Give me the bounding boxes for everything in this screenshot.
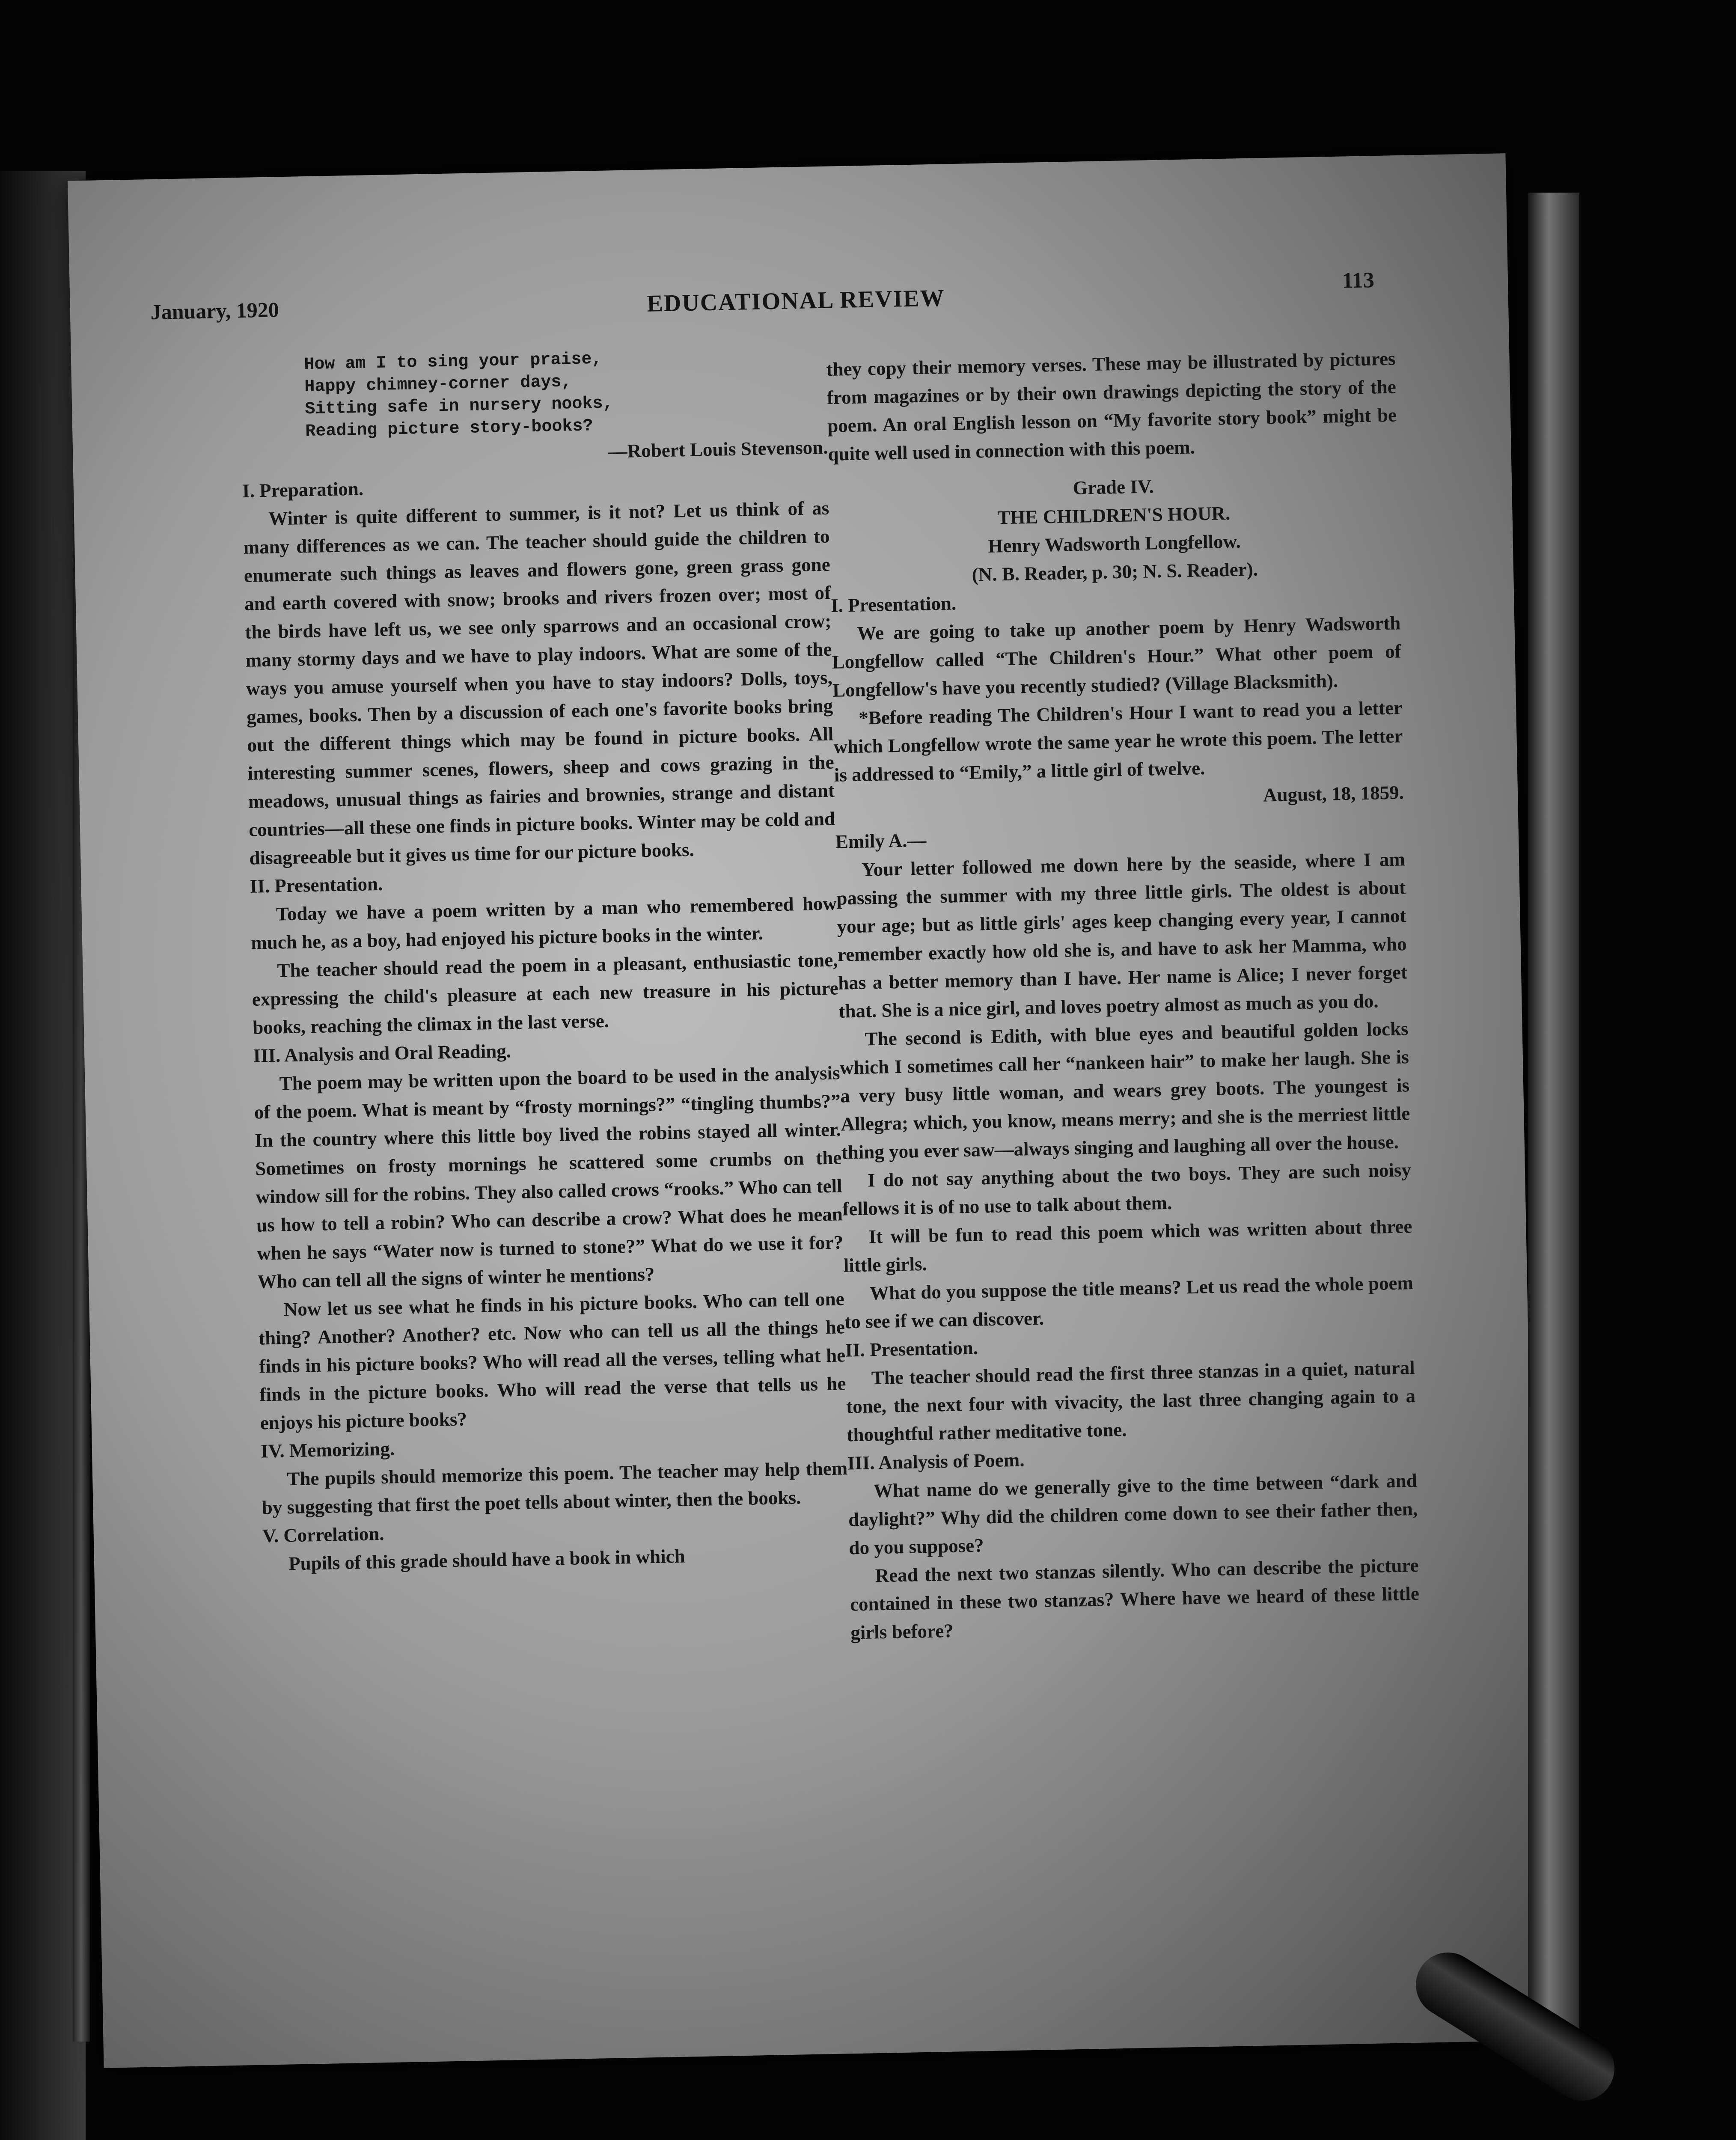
section-heading-preparation: I. Preparation. [242, 478, 364, 502]
grade-heading: Grade IV. [1072, 476, 1154, 499]
section-heading-presentation: II. Presentation. [250, 873, 383, 897]
paragraph-continuation: they copy their memory verses. These may be illustrated by pictures from magazines or by their own drawings depicting the story of the poem. An oral English lesson on “My favorite story book” might be quite well used in connection with this poem. [826, 348, 1397, 465]
paragraph: The pupils should memorize this poem. The teacher may help them by suggesting that first the poet tells about winter, then the books. [262, 1457, 848, 1519]
section-heading-correlation: V. Correlation. [262, 1523, 384, 1547]
journal-title: EDUCATIONAL REVIEW [646, 285, 945, 317]
left-column [240, 344, 850, 1578]
letter-paragraph: The second is Edith, with blue eyes and beautiful golden locks which I sometimes call her “nankeen hair” to make her laugh. She is a very busy little woman, and wears grey boots. The youngest is Allegra; which, you know, means merry; and she is the merriest little thing you ever saw—always singing and laughing all over the house. [839, 1018, 1410, 1163]
letter-paragraph: I do not say anything about the two boys. They are such noisy fellows it is of no use to talk about them. [842, 1159, 1412, 1220]
poem-line: How am I to sing your praise, [304, 349, 602, 375]
poem-line: Sitting safe in nursery nooks, [305, 394, 613, 419]
right-page-edge [1528, 193, 1579, 2054]
letter-salutation: Emily A.— [835, 829, 927, 853]
paragraph: The teacher should read the poem in a pleasant, enthusiastic tone, expressing the child's pleasure at each new treasure in his picture books, reaching the climax in the last verse. [252, 949, 839, 1038]
paragraph: Winter is quite different to summer, is it not? Let us think of as many differences as we can. The teacher should guide the children to enumerate such things as leaves and flowers gone, green grass gone and earth covered with snow; brooks and rivers frozen over; most of the birds have left us, we see only sparrows and an occasional crow; many stormy days and we have to play indoors. What are some of the ways you amuse yourself when you have to stay indoors? Dolls, toys, games, books. Then by a discussion of each one's favorite books bring out the different things which may be found in picture books. All interesting summer scenes, flowers, sheep and cows grazing in the meadows, unusual things as fairies and brownies, strange and distant countries—all these one finds in picture books. Winter may be cold and disagreeable but it gives us time for our picture books. [243, 497, 835, 869]
paragraph: Now let us see what he finds in his picture books. Who can tell one thing? Another? Another? etc. Now who can tell us all the things he finds in his picture books? Who will read all the verses, telling what he finds in the picture books. Who will read the verse that tells us he enjoys his picture books? [258, 1288, 846, 1434]
letter-paragraph: Your letter followed me down here by the seaside, where I am passing the summer with my three little girls. The oldest is about your age; but as little girls' ages keep changing every year, I cannot remember exactly how old she is, and have to ask her Mamma, who has a better memory than I have. Her name is Alice; I never forget that. She is a nice girl, and loves poetry almost as much as you do. [836, 848, 1408, 1022]
paragraph: What name do we generally give to the time between “dark and daylight?” Why did the children come down to see their father then, do you suppose? [848, 1469, 1418, 1559]
paragraph: Read the next two stanzas silently. Who can describe the picture contained in these two stanzas? Where have we heard of these little girls before? [850, 1554, 1420, 1644]
poem-title: THE CHILDREN'S HOUR. [997, 502, 1231, 529]
poem-excerpt [240, 344, 828, 444]
paragraph: Today we have a poem written by a man who remembered how much he, as a boy, had enjoyed his picture books in the winter. [250, 892, 837, 954]
section-heading-presentation-2: II. Presentation. [845, 1337, 978, 1361]
page-number: 113 [1342, 268, 1375, 293]
paragraph: Pupils of this grade should have a book in which [288, 1545, 686, 1575]
reader-reference: (N. B. Reader, p. 30; N. S. Reader). [972, 558, 1258, 586]
paragraph: The teacher should read the first three stanzas in a quiet, natural tone, the next four with vivacity, the last three changing again to a thoughtful rather meditative tone. [846, 1357, 1416, 1446]
letter-date: August, 18, 1859. [1263, 782, 1404, 806]
paragraph: What do you suppose the title means? Let us read the whole poem to see if we can discover. [844, 1272, 1414, 1333]
paragraph: The poem may be written upon the board to be used in the analysis of the poem. What is meant by “frosty mornings?” “tingling thumbs?” In the country where this little boy lived the robins stayed all winter. Sometimes on frosty mornings he scattered some crumbs on the window sill for the robins. They also called crows “rooks.” Who can tell us how to tell a robin? Who can describe a crow? What does he mean when he says “Water now is turned to stone?” What do we use it for? Who can tell all the signs of winter he mentions? [254, 1062, 844, 1293]
issue-date: January, 1920 [150, 297, 279, 324]
paragraph: We are going to take up another poem by Henry Wadsworth Longfellow called “The Children's Hour.” What other poem of Longfellow's have you recently studied? (Village Blacksmith). [832, 612, 1401, 701]
paragraph: It will be fun to read this poem which was written about three little girls. [843, 1216, 1412, 1276]
section-heading-analysis: III. Analysis and Oral Reading. [253, 1040, 511, 1067]
poem-author: Henry Wadsworth Longfellow. [987, 530, 1241, 557]
poem-attribution: —Robert Louis Stevenson. [608, 436, 828, 462]
poem-line: Reading picture story-books? [305, 416, 593, 442]
section-heading-presentation: I. Presentation. [830, 592, 957, 616]
poem-line: Happy chimney-corner days, [304, 372, 572, 397]
section-heading-memorizing: IV. Memorizing. [260, 1438, 395, 1462]
paragraph: *Before reading The Children's Hour I want to read you a letter which Longfellow wrote the same year he wrote this poem. The letter is addressed to “Emily,” a little girl of twelve. [833, 697, 1403, 786]
right-column [826, 344, 1420, 1647]
section-heading-analysis-of-poem: III. Analysis of Poem. [847, 1449, 1025, 1474]
